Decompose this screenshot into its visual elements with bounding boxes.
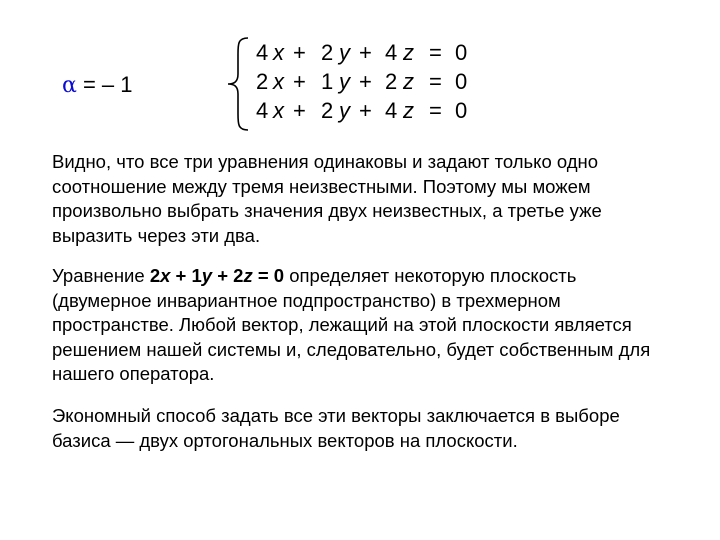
operator: + xyxy=(293,98,308,123)
coefficient: 4 xyxy=(256,40,271,65)
coefficient: 4 xyxy=(385,98,400,123)
variable: y xyxy=(339,40,352,65)
coefficient: 2 xyxy=(321,40,336,65)
variable: z xyxy=(403,69,416,94)
paragraph-plane-rest: определяет некоторую плоскость (двумерное инвариантное подпространство) в трехмерном пространстве. Любой вектор, лежащий на этой плоскости является решением нашей системы и, следовательно, будет собственным для нашего оператора. xyxy=(52,265,651,384)
operator: + xyxy=(293,40,308,65)
variable: z xyxy=(403,98,416,123)
equation-system xyxy=(256,38,475,125)
plane-eq-part: 2 xyxy=(149,265,161,286)
equation-row-3 xyxy=(256,96,475,125)
plane-eq-variable: y xyxy=(201,265,213,286)
plane-eq-variable: x xyxy=(160,265,171,286)
operator: + xyxy=(293,69,308,94)
eigenvalue-label xyxy=(62,72,133,98)
right-hand-side: 0 xyxy=(455,40,470,65)
coefficient: 4 xyxy=(385,40,400,65)
equals-sign: = xyxy=(429,40,444,65)
coefficient: 1 xyxy=(321,69,336,94)
variable: x xyxy=(273,98,286,123)
coefficient: 2 xyxy=(385,69,400,94)
paragraph-plane-lead: Уравнение xyxy=(52,265,150,286)
variable: y xyxy=(339,98,352,123)
equals-sign: = xyxy=(429,98,444,123)
right-hand-side: 0 xyxy=(455,69,470,94)
system-brace xyxy=(224,36,252,132)
variable: x xyxy=(273,69,286,94)
equals-sign: = xyxy=(429,69,444,94)
alpha-symbol: α xyxy=(62,73,77,98)
variable: x xyxy=(273,40,286,65)
coefficient: 4 xyxy=(256,98,271,123)
variable: y xyxy=(339,69,352,94)
operator: + xyxy=(359,69,374,94)
paragraph-plane xyxy=(52,264,672,387)
equation-row-2 xyxy=(256,67,475,96)
coefficient: 2 xyxy=(256,69,271,94)
eigenvalue-value: = – 1 xyxy=(76,72,133,97)
coefficient: 2 xyxy=(321,98,336,123)
plane-eq-part: + 2 xyxy=(212,265,244,286)
operator: + xyxy=(359,40,374,65)
operator: + xyxy=(359,98,374,123)
equation-row-1 xyxy=(256,38,475,67)
plane-eq-variable: z xyxy=(243,265,253,286)
plane-eq-part: + 1 xyxy=(170,265,202,286)
paragraph-observation: Видно, что все три уравнения одинаковы и задают только одно соотношение между тремя неизвестными. Поэтому мы можем произвольно выбрать значения двух неизвестных, а третье уже выразить через эти два. xyxy=(52,151,602,246)
plane-equation xyxy=(150,265,284,286)
paragraph-basis: Экономный способ задать все эти векторы заключается в выборе базиса — двух ортогональных векторов на плоскости. xyxy=(52,405,620,451)
plane-eq-part: = 0 xyxy=(252,265,285,286)
right-hand-side: 0 xyxy=(455,98,470,123)
variable: z xyxy=(403,40,416,65)
